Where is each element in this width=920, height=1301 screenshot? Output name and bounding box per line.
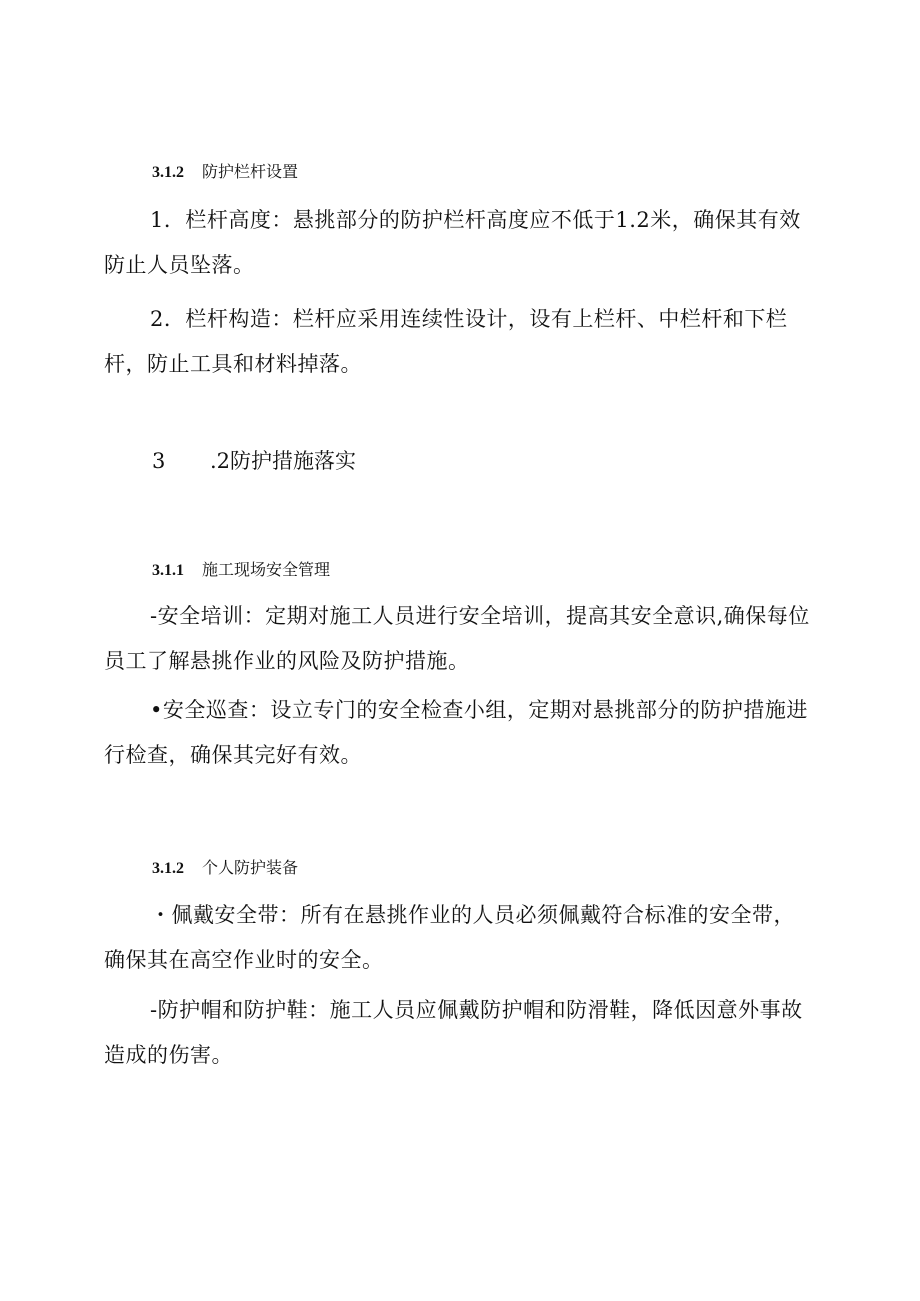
paragraph-text: 1．栏杆高度：悬挑部分的防护栏杆高度应不低于1.2米，确保其有效防止人员坠落。 [104, 208, 801, 277]
paragraph-safety-inspection [104, 688, 814, 778]
section-title: .2防护措施落实 [210, 449, 357, 473]
subsection-heading-3-1-1-site-safety [152, 560, 330, 581]
paragraph-text: -防护帽和防护鞋：施工人员应佩戴防护帽和防滑鞋，降低因意外事故造成的伤害。 [104, 998, 803, 1067]
section-heading-3-2 [152, 446, 356, 476]
section-number: 3 [152, 449, 166, 473]
paragraph-railing-structure [104, 297, 814, 387]
paragraph-text: ・佩戴安全带：所有在悬挑作业的人员必须佩戴符合标准的安全带，确保其在高空作业时的安全。 [104, 903, 795, 972]
subsection-title: 个人防护装备 [202, 858, 299, 877]
paragraph-helmet-shoes [104, 988, 814, 1078]
paragraph-safety-training [104, 594, 814, 684]
paragraph-safety-belt [104, 893, 814, 983]
subsection-title: 施工现场安全管理 [202, 560, 331, 579]
subsection-number: 3.1.1 [152, 562, 184, 579]
paragraph-text: -安全培训：定期对施工人员进行安全培训，提高其安全意识,确保每位员工了解悬挑作业的风险及防护措施。 [104, 604, 810, 673]
paragraph-railing-height [104, 198, 814, 288]
paragraph-text: •安全巡查：设立专门的安全检查小组，定期对悬挑部分的防护措施进行检查，确保其完好有效。 [104, 698, 808, 767]
subsection-heading-3-1-2-railing [152, 162, 298, 183]
subsection-number: 3.1.2 [152, 164, 184, 181]
paragraph-text: 2．栏杆构造：栏杆应采用连续性设计，设有上栏杆、中栏杆和下栏杆，防止工具和材料掉落。 [104, 307, 788, 376]
subsection-heading-3-1-2-ppe [152, 858, 298, 879]
subsection-number: 3.1.2 [152, 860, 184, 877]
subsection-title: 防护栏杆设置 [202, 162, 299, 181]
